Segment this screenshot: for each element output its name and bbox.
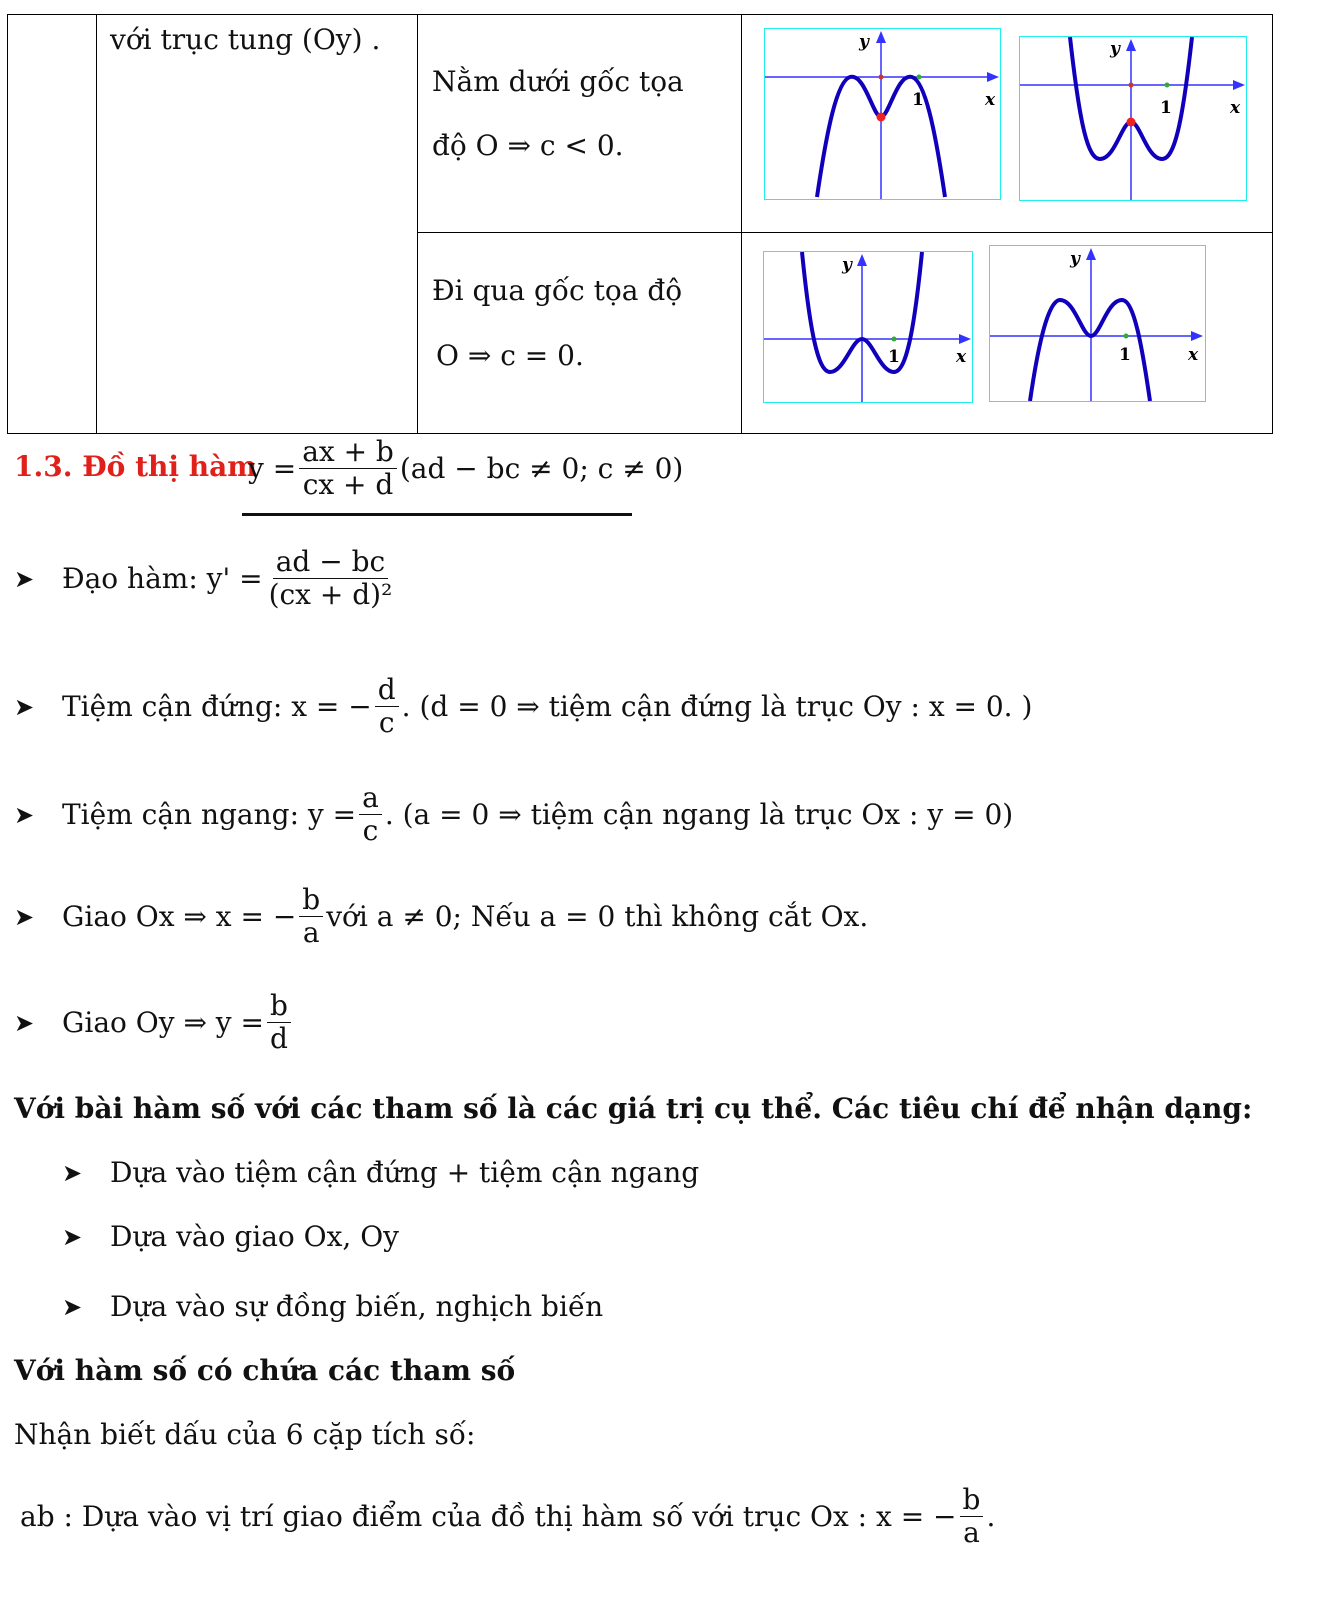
table-cell-text: độ O ⇒ c < 0. (432, 129, 624, 162)
table-divider (96, 15, 97, 433)
property-table (7, 14, 1273, 434)
graph-1 (764, 28, 1001, 200)
bullet-derivative: ➤ Đạo hàm: y' = $\frac{ad - bc}{\text{(cx + d)²}}$ (14, 545, 393, 612)
bullet-oy-intersection: ➤ Giao Oy ⇒ y = $\frac{b}{d}$ (14, 990, 294, 1055)
bullet-ox-intersection: ➤ Giao Ox ⇒ x = − $\frac{b}{a}$ với a ≠ 0; Nếu a = 0 thì không cắt Ox. (14, 883, 869, 950)
arrow-bullet-icon: ➤ (62, 1292, 83, 1321)
graph-4 (989, 245, 1206, 402)
graph-3 (763, 251, 973, 403)
graph-tick-label: 1 (888, 347, 900, 367)
graph-curve (1030, 300, 1150, 401)
arrow-bullet-icon: ➤ (62, 1158, 83, 1187)
arrow-bullet-icon: ➤ (14, 1008, 35, 1037)
graph-tick-label: 1 (1160, 98, 1172, 118)
graph-x-label: x (956, 347, 967, 367)
graph-tick-label: 1 (1119, 345, 1131, 365)
graph-x-label: x (985, 90, 996, 110)
arrow-bullet-icon: ➤ (14, 564, 35, 593)
graph-2 (1019, 36, 1247, 201)
sub-bullet: ➤ Dựa vào giao Ox, Oy (62, 1220, 399, 1253)
table-cell-text: Nằm dưới gốc tọa (432, 65, 684, 98)
graph-y-label: y (1110, 39, 1120, 59)
sub-bullet: ➤ Dựa vào tiệm cận đứng + tiệm cận ngang (62, 1156, 700, 1189)
bullet-horizontal-asymptote: ➤ Tiệm cận ngang: y = $\frac{a}{c}$ . (a = 0 ⇒ tiệm cận ngang là trục Ox : y = 0) (14, 781, 1014, 848)
table-cell-text: với trục tung (Oy) . (110, 23, 381, 56)
section-heading: 1.3. Đồ thị hàm (14, 450, 257, 483)
table-divider (741, 15, 742, 433)
paragraph-signs: Nhận biết dấu của 6 cặp tích số: (14, 1418, 476, 1451)
graph-x-label: x (1188, 345, 1199, 365)
graph-y-label: y (842, 255, 852, 275)
paragraph-criteria: Với bài hàm số với các tham số là các giá trị cụ thể. Các tiêu chí để nhận dạng: (14, 1092, 1253, 1125)
arrow-bullet-icon: ➤ (14, 800, 35, 829)
table-cell-text: Đi qua gốc tọa độ (432, 274, 683, 307)
arrow-bullet-icon: ➤ (14, 902, 35, 931)
arrow-bullet-icon: ➤ (14, 692, 35, 721)
heading-formula: y = $\frac{ax + b}{cx + d}$ (ad − bc ≠ 0; c ≠ 0) (248, 435, 684, 502)
heading-underline (242, 513, 632, 516)
graph-y-label: y (1070, 249, 1080, 269)
line-ab: ab : Dựa vào vị trí giao điểm của đồ thị hàm số với trục Ox : x = − $\frac{b}{a}$ . (20, 1483, 996, 1550)
bullet-vertical-asymptote: ➤ Tiệm cận đứng: x = − $\frac{d}{c}$ . (d = 0 ⇒ tiệm cận đứng là trục Oy : x = 0. ) (14, 673, 1033, 740)
graph-x-label: x (1230, 98, 1241, 118)
table-cell-text: O ⇒ c = 0. (436, 339, 584, 372)
graph-y-label: y (859, 32, 869, 52)
table-divider (417, 232, 1272, 233)
sub-bullet: ➤ Dựa vào sự đồng biến, nghịch biến (62, 1290, 604, 1323)
arrow-bullet-icon: ➤ (62, 1222, 83, 1251)
paragraph-parameters: Với hàm số có chứa các tham số (14, 1354, 516, 1387)
table-divider (417, 15, 418, 433)
graph-tick-label: 1 (912, 90, 924, 110)
